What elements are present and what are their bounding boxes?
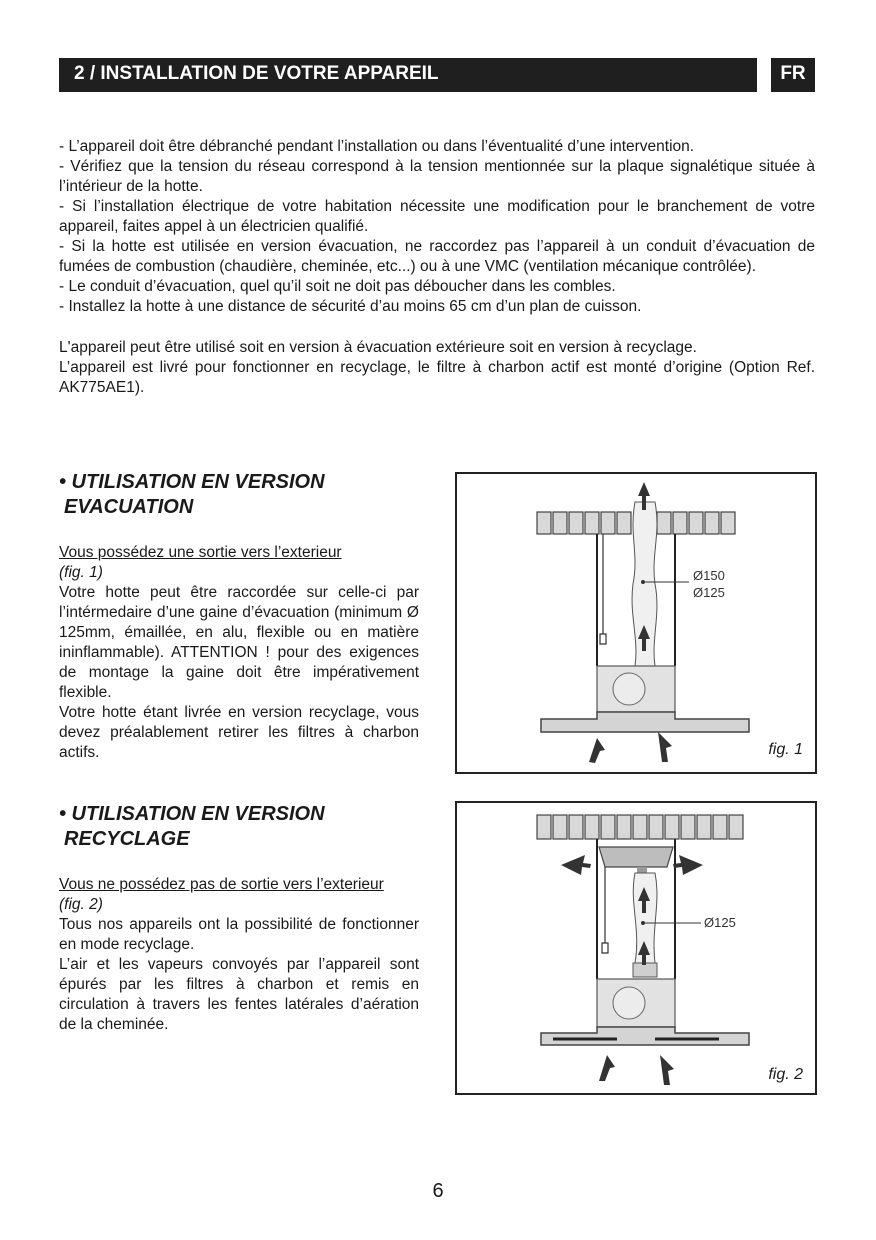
evacuation-heading — [59, 470, 325, 520]
recyclage-heading-line2: RECYCLAGE — [64, 828, 190, 850]
intro-bullet: - Si l’installation électrique de votre habitation nécessite une modification pour le branchement de votre appareil, faites appel à un électricien qualifié. — [59, 198, 815, 235]
evacuation-text — [59, 543, 419, 763]
page-number: 6 — [432, 1180, 444, 1202]
figure-1 — [455, 472, 817, 774]
recyclage-paragraph: L’air et les vapeurs convoyés par l’appareil sont épurés par les filtres à charbon et remis en circulation à travers les fentes latérales d’aération de la cheminée. — [59, 956, 419, 1033]
duct-diameter-label: Ø125 — [704, 915, 736, 930]
intro-bullet: - Vérifiez que la tension du réseau correspond à la tension mentionnée sur la plaque signalétique située à l’intérieur de la hotte. — [59, 158, 815, 195]
section-title-bar — [59, 58, 757, 92]
evacuation-paragraph: Votre hotte étant livrée en version recyclage, vous devez préalablement retirer les filtres à charbon actifs. — [59, 704, 419, 761]
intro-bullet: - Le conduit d’évacuation, quel qu’il soit ne doit pas déboucher dans les combles. — [59, 278, 616, 295]
arrow-up-icon — [658, 732, 672, 762]
figure-caption: fig. 1 — [768, 741, 803, 758]
intro-bullet: - Si la hotte est utilisée en version évacuation, ne raccordez pas l’appareil à un conduit d’évacuation de fumées de combustion (chaudière, cheminée, etc...) ou à une VMC (ventilation mécanique contrôlée). — [59, 238, 815, 275]
intro-text — [59, 137, 815, 398]
intro-bullet: - L’appareil doit être débranché pendant l’installation ou dans l’éventualité d’une intervention. — [59, 138, 695, 155]
recyclage-heading-line1: • UTILISATION EN VERSION — [59, 803, 325, 825]
evacuation-fig-ref: (fig. 1) — [59, 564, 103, 581]
duct-diameter-label: Ø150 — [693, 568, 725, 583]
recyclage-text — [59, 875, 419, 1035]
recyclage-fig-ref: (fig. 2) — [59, 896, 103, 913]
intro-bullet: - Installez la hotte à une distance de sécurité d’au moins 65 cm d’un plan de cuisson. — [59, 298, 642, 315]
figure-caption: fig. 2 — [768, 1066, 803, 1083]
evacuation-subtitle: Vous possédez une sortie vers l’exterieur — [59, 544, 342, 561]
duct-diameter-label: Ø125 — [693, 585, 725, 600]
evacuation-heading-line1: • UTILISATION EN VERSION — [59, 471, 325, 493]
hood-recycling-diagram — [457, 803, 815, 1093]
arrow-up-icon — [599, 1055, 615, 1081]
recyclage-heading — [59, 802, 325, 852]
arrow-right-icon — [673, 855, 703, 875]
evacuation-paragraph: Votre hotte peut être raccordée sur celle-ci par l’intérmedaire d’une gaine d’évacuation (minimum Ø 125mm, émaillée, en alu, flexible ou en matière ininflammable). ATTENTION ! pour des exigences de montage la gaine doit être impérativement flexible. — [59, 584, 419, 701]
intro-paragraph: L'appareil peut être utilisé soit en version à évacuation extérieure soit en version à recyclage. — [59, 339, 697, 356]
language-code: FR — [780, 63, 806, 84]
evacuation-heading-line2: EVACUATION — [64, 496, 194, 518]
recyclage-paragraph: Tous nos appareils ont la possibilité de fonctionner en mode recyclage. — [59, 916, 419, 953]
hood-evacuation-diagram — [457, 474, 815, 772]
intro-paragraph: L’appareil est livré pour fonctionner en recyclage, le filtre à charbon actif est monté d’origine (Option Ref. AK775AE1). — [59, 359, 815, 396]
figure-2 — [455, 801, 817, 1095]
arrow-up-icon — [589, 738, 605, 763]
language-badge — [771, 58, 815, 92]
arrow-left-icon — [561, 855, 591, 875]
recyclage-subtitle: Vous ne possédez pas de sortie vers l’exterieur — [59, 876, 384, 893]
section-title: 2 / INSTALLATION DE VOTRE APPAREIL — [74, 63, 439, 84]
ceiling — [537, 815, 743, 839]
arrow-up-icon — [660, 1055, 674, 1085]
